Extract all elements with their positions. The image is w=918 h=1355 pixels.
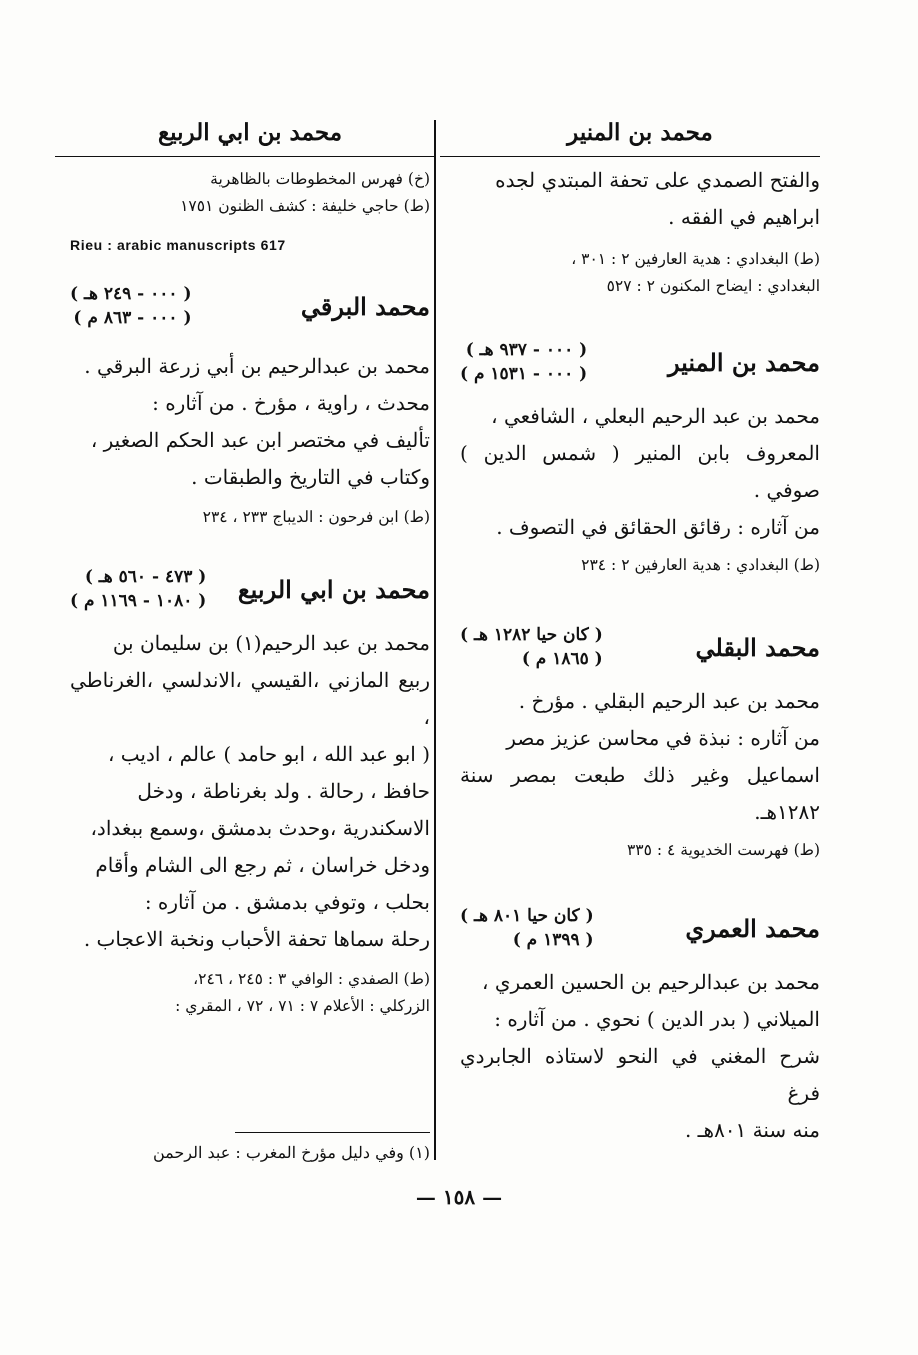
- running-head-left: محمد بن ابي الربيع: [157, 119, 343, 146]
- entry-dates: [460, 623, 603, 671]
- reference-line: (ط) الصفدي : الوافي ٣ : ٢٤٥ ، ٢٤٦،: [193, 970, 430, 988]
- text-line: الميلاني ( بدر الدين ) نحوي . من آثاره :: [494, 1007, 820, 1031]
- reference-line: (ط) ابن فرحون : الديباج ٢٣٣ ، ٢٣٤: [202, 508, 430, 526]
- entry-ibn-abi-al-rabi: [70, 565, 430, 1020]
- text-line: المعروف بابن المنير ( شمس الدين ) صوفي .: [460, 441, 820, 502]
- entry-dates: [70, 565, 206, 613]
- entry-name: محمد بن المنير: [667, 347, 820, 377]
- latin-reference: Rieu : arabic manuscripts 617: [70, 237, 286, 253]
- column-divider: [434, 120, 436, 1160]
- entry-al-barqi: [70, 282, 430, 531]
- text-line: محمد بن عبدالرحيم بن الحسين العمري ،: [482, 970, 820, 994]
- gregorian-dates: ( ٠٠٠ - ١٥٣١ م ): [460, 364, 588, 384]
- reference-line: الزركلي : الأعلام ٧ : ٧١ ، ٧٢ ، المقري :: [175, 997, 430, 1015]
- right-column: [460, 112, 820, 1149]
- hijri-dates: ( كان حيا ١٢٨٢ هـ ): [460, 625, 603, 645]
- text-line: تأليف في مختصر ابن عبد الحكم الصغير ،: [90, 428, 430, 452]
- hijri-dates: ( ٠٠٠ - ٢٤٩ هـ ): [70, 284, 192, 304]
- text-line: منه سنة ٨٠١هـ .: [684, 1118, 820, 1142]
- left-column: [70, 112, 430, 1020]
- reference-line: (ط) البغدادي : هدية العارفين ٢ : ٣٠١ ،: [571, 250, 820, 268]
- text-line: محمد بن عبد الرحيم البقلي . مؤرخ .: [518, 689, 820, 713]
- entry-name: محمد العمري: [685, 913, 820, 943]
- entry-name: محمد البرقي: [300, 291, 430, 321]
- text-line: ( ابو عبد الله ، ابو حامد ) عالم ، اديب ،: [107, 742, 430, 766]
- reference-line: البغدادي : ايضاح المكنون ٢ : ٥٢٧: [606, 277, 820, 295]
- entry-dates: [70, 282, 192, 330]
- text-line: وكتاب في التاريخ والطبقات .: [191, 465, 430, 489]
- entry-name: محمد بن ابي الربيع: [237, 574, 430, 604]
- entry-header: [460, 904, 820, 952]
- gregorian-dates: ( ١٣٩٩ م ): [512, 930, 594, 950]
- text-line: من آثاره : رقائق الحقائق في التصوف .: [496, 515, 820, 539]
- gregorian-dates: ( ٠٠٠ - ٨٦٣ م ): [73, 308, 192, 328]
- entry-header: [70, 282, 430, 330]
- hijri-dates: ( كان حيا ٨٠١ هـ ): [460, 906, 594, 926]
- entry-al-baqli: [460, 623, 820, 864]
- entry-header: [460, 623, 820, 671]
- reference-line: (ط) فهرست الخديوية ٤ : ٣٣٥: [626, 841, 820, 859]
- running-head-right: محمد بن المنير: [567, 119, 713, 146]
- text-line: بحلب ، وتوفي بدمشق . من آثاره :: [144, 890, 430, 914]
- text-line: ابراهيم في الفقه .: [668, 205, 820, 229]
- text-line: اسماعيل وغير ذلك طبعت بمصر سنة ١٢٨٢هـ.: [460, 763, 820, 824]
- entry-dates: [460, 338, 587, 386]
- footnote: (١) وفي دليل مؤرخ المغرب : عبد الرحمن: [152, 1143, 430, 1162]
- entry-al-umari: [460, 904, 820, 1149]
- text-line: محمد بن عبد الرحيم(١) بن سليمان بن: [112, 631, 430, 655]
- entry-dates: [460, 904, 594, 952]
- text-line: من آثاره : نبذة في محاسن عزيز مصر: [506, 726, 820, 750]
- hijri-dates: ( ٤٧٣ - ٥٦٠ هـ ): [84, 567, 207, 587]
- text-line: شرح المغني في النحو لاستاذه الجابردي فرغ: [460, 1044, 820, 1105]
- entry-header: [460, 338, 820, 386]
- text-line: محمد بن عبدالرحيم بن أبي زرعة البرقي .: [84, 354, 430, 378]
- gregorian-dates: ( ١٠٨٠ - ١١٦٩ م ): [70, 591, 207, 611]
- reference-line: (خ) فهرس المخطوطات بالظاهرية: [210, 170, 430, 188]
- text-line: رحلة سماها تحفة الأحباب ونخبة الاعجاب .: [83, 927, 430, 951]
- entry-ibn-al-munir: [460, 338, 820, 579]
- page-number: — ١٥٨ —: [415, 1185, 503, 1209]
- footnote-rule: [235, 1132, 430, 1133]
- text-line: ربيع المازني ،القيسي ،الاندلسي ،الغرناطي ،: [70, 668, 430, 729]
- reference-line: (ط) حاجي خليفة : كشف الظنون ١٧٥١: [180, 197, 430, 215]
- reference-line: (ط) البغدادي : هدية العارفين ٢ : ٢٣٤: [581, 556, 820, 574]
- text-line: والفتح الصمدي على تحفة المبتدي لجده: [495, 168, 820, 192]
- left-intro: [70, 166, 430, 256]
- text-line: حافظ ، رحالة . ولد بغرناطة ، ودخل: [137, 779, 430, 803]
- hijri-dates: ( ٠٠٠ - ٩٣٧ هـ ): [465, 340, 588, 360]
- right-intro: [460, 162, 820, 300]
- text-line: محمد بن عبد الرحيم البعلي ، الشافعي ،: [491, 404, 820, 428]
- entry-header: [70, 565, 430, 613]
- gregorian-dates: ( ١٨٦٥ م ): [521, 649, 603, 669]
- entry-name: محمد البقلي: [695, 632, 820, 662]
- text-line: محدث ، راوية ، مؤرخ . من آثاره :: [152, 391, 430, 415]
- text-line: الاسكندرية ،وحدث بدمشق ،وسمع ببغداد،: [90, 816, 430, 840]
- text-line: ودخل خراسان ، ثم رجع الى الشام وأقام: [95, 853, 430, 877]
